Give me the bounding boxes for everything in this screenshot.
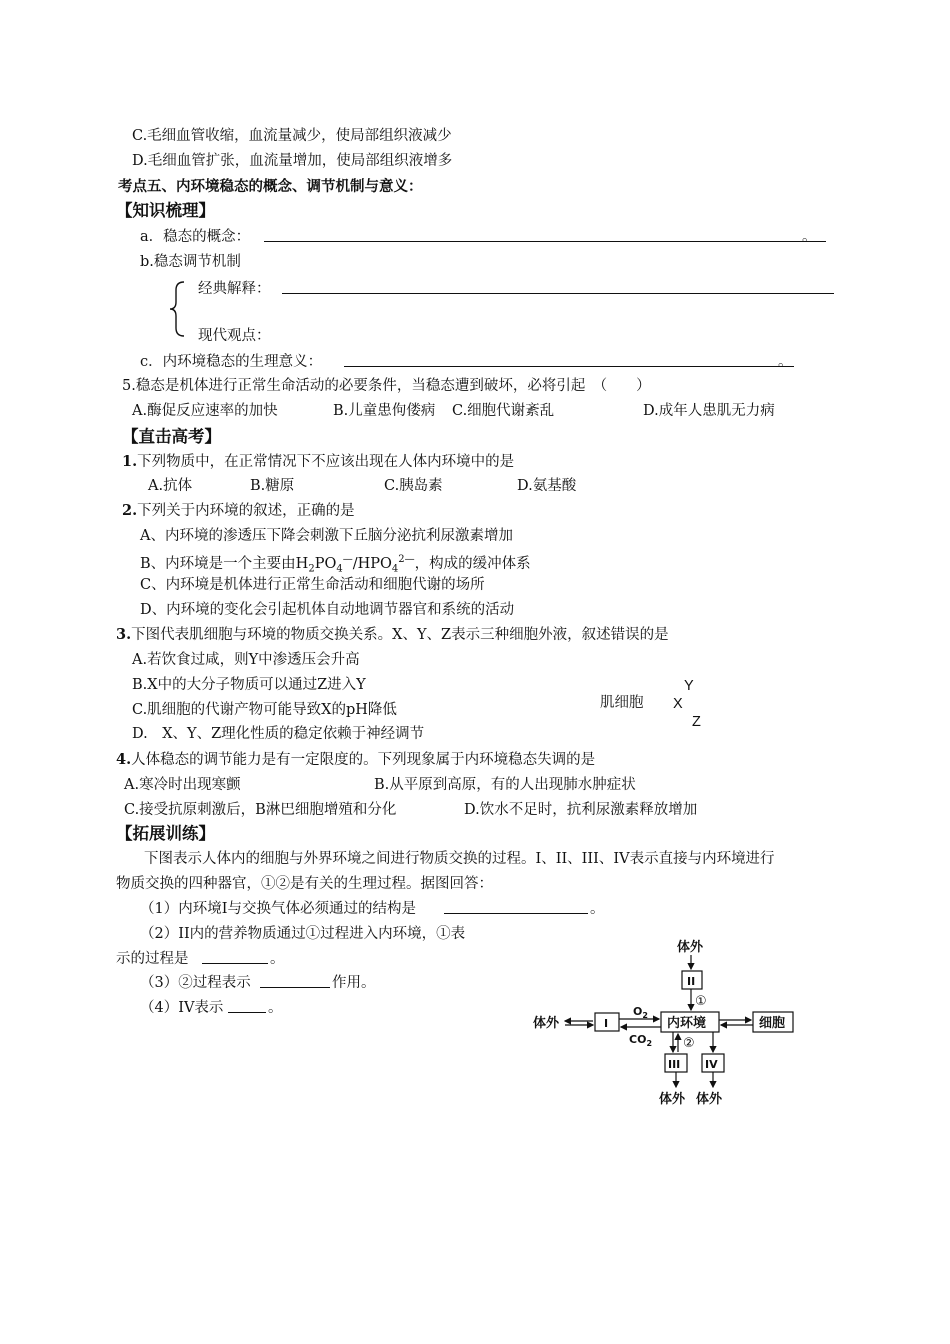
q3-option-c: C.肌细胞的代谢产物可能导致X的pH降低 xyxy=(132,702,397,718)
tuozhan-q2-blank[interactable] xyxy=(202,963,268,964)
tuozhan-q4-end: 。 xyxy=(268,1000,283,1016)
q1-option-b: B.糖原 xyxy=(250,478,295,494)
q1-number: 1. xyxy=(122,453,138,470)
fig-circle-1: ① xyxy=(695,994,707,1009)
q2-b-hpo-sup: 2— xyxy=(398,554,415,565)
q2-b-pre: B、内环境是一个主要由 xyxy=(140,555,296,572)
q3 xyxy=(116,625,669,645)
q4 xyxy=(116,750,595,770)
q3-stem: 下图代表肌细胞与环境的物质交换关系。X、Y、Z表示三种细胞外液，叙述错误的是 xyxy=(131,627,669,643)
q2-b-po: PO xyxy=(314,555,337,572)
classic-explanation-label: 经典解释： xyxy=(198,281,271,297)
heading-zhishi: 【知识梳理】 xyxy=(116,201,215,220)
q2-stem: 下列关于内环境的叙述，正确的是 xyxy=(137,503,355,519)
tuozhan-q4: （4）IV表示 xyxy=(140,1000,224,1016)
tuozhan-q4-blank[interactable] xyxy=(228,1012,266,1013)
steady-state-concept xyxy=(140,227,250,247)
q2 xyxy=(122,501,355,521)
fig-cell: 细胞 xyxy=(759,1016,786,1031)
tuozhan-q3-end: 作用。 xyxy=(332,975,376,991)
fig-co2: $CO_2$ xyxy=(629,1033,653,1048)
q1-option-a: A.抗体 xyxy=(148,478,193,494)
section-title-kaodian5: 考点五、内环境稳态的概念、调节机制与意义： xyxy=(118,179,423,195)
fig-box-iii: III xyxy=(668,1058,681,1071)
fig-circle-2: ② xyxy=(683,1036,695,1051)
concept-end: 。 xyxy=(802,229,817,245)
tuozhan-q2-line1: （2）II内的营养物质通过①过程进入内环境，①表 xyxy=(140,926,466,942)
q4-option-d: D.饮水不足时，抗利尿激素释放增加 xyxy=(464,802,698,818)
concept-label: a．稳态的概念： xyxy=(140,229,251,245)
tuozhan-intro-line2: 物质交换的四种器官，①②是有关的生理过程。据图回答： xyxy=(116,876,493,892)
heading-tuozhan: 【拓展训练】 xyxy=(116,824,215,843)
exchange-diagram xyxy=(525,935,805,1110)
classic-blank[interactable] xyxy=(282,293,834,294)
q5-option-c: C.细胞代谢紊乱 xyxy=(452,403,555,419)
q1 xyxy=(122,452,514,472)
fig-center: 内环境 xyxy=(667,1016,707,1031)
prev-option-c: C.毛细血管收缩，血流量减少，使局部组织液减少 xyxy=(132,128,452,144)
q3-fig-x: X xyxy=(673,696,683,712)
regulation-mechanism-label: b.稳态调节机制 xyxy=(140,254,241,270)
prev-option-d: D.毛细血管扩张，血流量增加，使局部组织液增多 xyxy=(132,153,453,169)
tuozhan-q1: （1）内环境I与交换气体必须通过的结构是 xyxy=(140,901,416,917)
q4-number: 4. xyxy=(116,751,132,768)
q2-b-hpo: /HPO xyxy=(352,555,392,572)
q2-option-c: C、内环境是机体进行正常生命活动和细胞代谢的场所 xyxy=(140,577,485,593)
fig-box-iv: IV xyxy=(705,1058,718,1071)
q5-option-b: B.儿童患佝偻病 xyxy=(333,403,436,419)
fig-outside-top: 体外 xyxy=(677,940,704,955)
q5-option-d: D.成年人患肌无力病 xyxy=(643,403,775,419)
brace-icon xyxy=(168,280,188,338)
q4-stem: 人体稳态的调节能力是有一定限度的。下列现象属于内环境稳态失调的是 xyxy=(131,752,596,768)
tuozhan-q3-blank[interactable] xyxy=(260,987,330,988)
q4-option-c: C.接受抗原刺激后，B淋巴细胞增殖和分化 xyxy=(124,802,397,818)
q3-fig-y: Y xyxy=(684,678,694,694)
fig-o2: $O_2$ xyxy=(633,1005,648,1020)
modern-view-label: 现代观点： xyxy=(198,328,271,344)
fig-box-i: I xyxy=(604,1017,609,1030)
q2-number: 2. xyxy=(122,502,138,519)
q5-stem: 5.稳态是机体进行正常生命活动的必要条件，当稳态遭到破坏，必将引起 （ ） xyxy=(122,378,651,394)
q2-b-post: ，构成的缓冲体系 xyxy=(414,555,531,572)
heading-zhiji: 【直击高考】 xyxy=(122,427,221,446)
q1-option-d: D.氨基酸 xyxy=(517,478,577,494)
q3-option-b: B.X中的大分子物质可以通过Z进入Y xyxy=(132,677,366,693)
concept-blank[interactable] xyxy=(264,241,826,242)
fig-outside-b1: 体外 xyxy=(659,1092,686,1107)
q2-b-po-sub: 4 xyxy=(336,563,343,575)
q5-option-a: A.酶促反应速率的加快 xyxy=(132,403,278,419)
q3-option-a: A.若饮食过咸，则Y中渗透压会升高 xyxy=(132,652,360,668)
fig-outside-b2: 体外 xyxy=(696,1092,723,1107)
q3-fig-muscle-cell: 肌细胞 xyxy=(600,695,644,711)
q3-option-d: D. X、Y、Z理化性质的稳定依赖于神经调节 xyxy=(132,726,425,742)
tuozhan-q1-end: 。 xyxy=(590,901,605,917)
q2-b-hpo-sub: 4 xyxy=(391,563,399,575)
q4-option-a: A.寒冷时出现寒颤 xyxy=(124,777,241,793)
tuozhan-q2-line2: 示的过程是 xyxy=(116,951,189,967)
q2-b-h-sub: 2 xyxy=(308,563,315,575)
tuozhan-q1-blank[interactable] xyxy=(444,913,588,914)
tuozhan-q2-end: 。 xyxy=(270,951,285,967)
q4-option-b: B.从平原到高原，有的人出现肺水肿症状 xyxy=(374,777,636,793)
q2-b-po-sup: — xyxy=(342,554,353,565)
q2-b-h: H xyxy=(295,555,309,572)
significance-label: c．内环境稳态的生理意义： xyxy=(140,354,323,370)
q3-number: 3. xyxy=(116,626,132,643)
fig-box-ii: II xyxy=(687,975,696,988)
q1-stem: 下列物质中，在正常情况下不应该出现在人体内环境中的是 xyxy=(137,454,515,470)
q3-fig-z: Z xyxy=(692,714,701,730)
significance-blank[interactable] xyxy=(344,366,794,367)
q2-option-d: D、内环境的变化会引起机体自动地调节器官和系统的活动 xyxy=(140,602,515,618)
fig-outside-left: 体外 xyxy=(533,1016,560,1031)
q2-option-a: A、内环境的渗透压下降会刺激下丘脑分泌抗利尿激素增加 xyxy=(140,528,513,544)
significance-end: 。 xyxy=(778,354,793,370)
tuozhan-intro-line1: 下图表示人体内的细胞与外界环境之间进行物质交换的过程。I、II、III、IV表示直接与内环境进行 xyxy=(144,851,775,867)
tuozhan-q3: （3）②过程表示 xyxy=(140,975,251,991)
q1-option-c: C.胰岛素 xyxy=(384,478,443,494)
